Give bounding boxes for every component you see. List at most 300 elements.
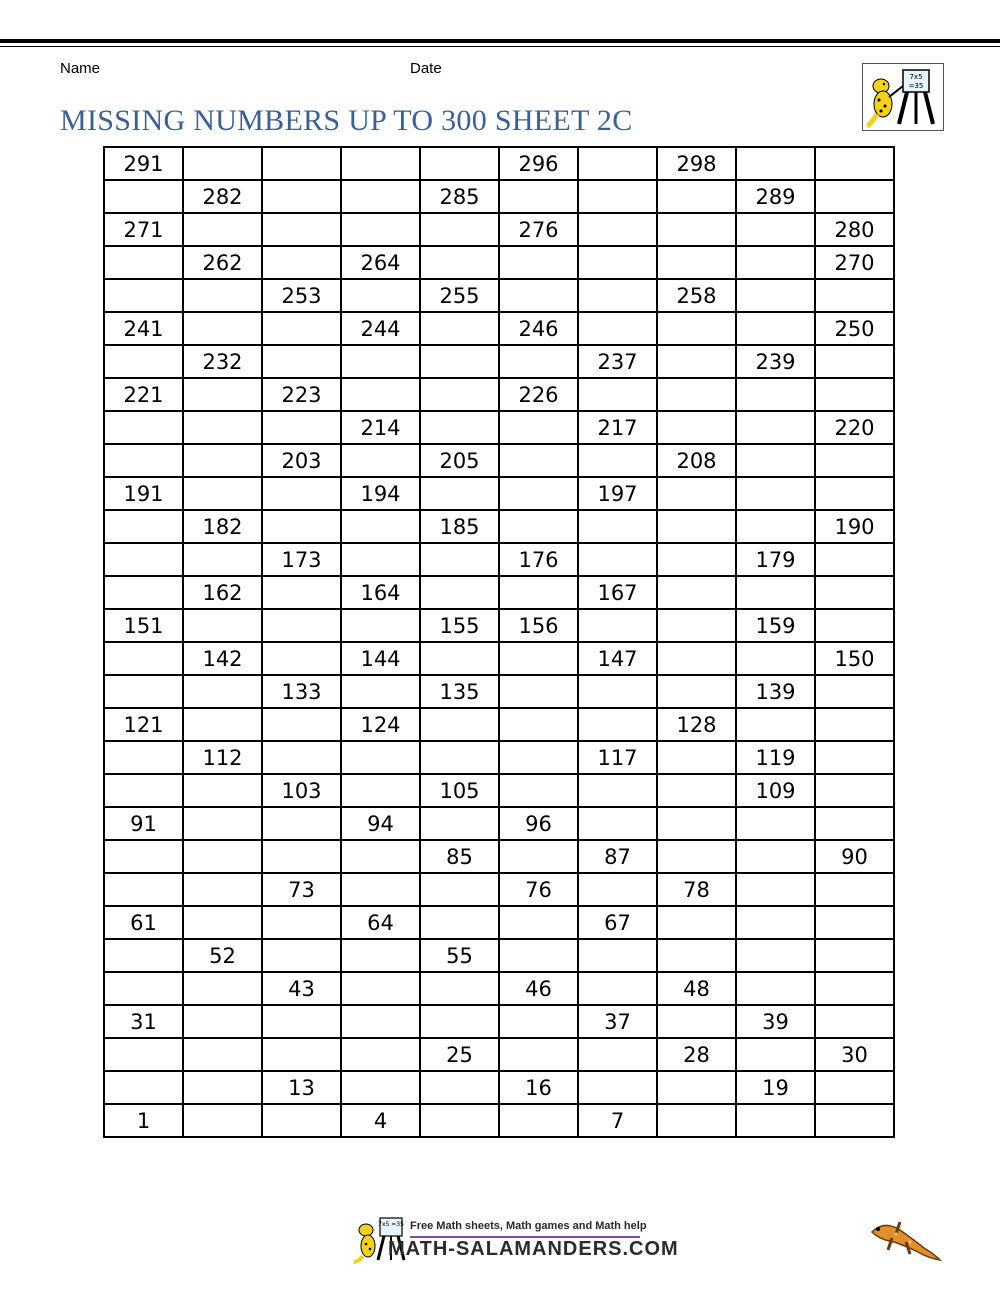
top-rule-thin (0, 46, 1000, 47)
svg-text:=35: =35 (908, 82, 924, 90)
number-cell: 156 (499, 609, 578, 642)
number-cell[interactable] (736, 1104, 815, 1137)
number-cell[interactable] (736, 246, 815, 279)
number-cell[interactable] (104, 279, 183, 312)
number-cell: 48 (657, 972, 736, 1005)
number-cell[interactable] (578, 147, 657, 180)
number-cell[interactable] (183, 213, 262, 246)
number-cell[interactable] (736, 576, 815, 609)
number-cell[interactable] (657, 213, 736, 246)
number-cell[interactable] (578, 213, 657, 246)
number-cell[interactable] (420, 708, 499, 741)
number-cell[interactable] (183, 807, 262, 840)
table-row (104, 345, 894, 378)
number-cell[interactable] (815, 1071, 894, 1104)
number-cell[interactable] (578, 609, 657, 642)
table-row (104, 378, 894, 411)
number-cell: 124 (341, 708, 420, 741)
number-cell[interactable] (657, 1005, 736, 1038)
number-cell[interactable] (341, 939, 420, 972)
number-cell[interactable] (420, 906, 499, 939)
number-cell[interactable] (420, 642, 499, 675)
number-cell[interactable] (420, 576, 499, 609)
number-cell[interactable] (499, 180, 578, 213)
number-cell[interactable] (815, 378, 894, 411)
number-cell: 94 (341, 807, 420, 840)
number-cell[interactable] (657, 180, 736, 213)
number-cell[interactable] (736, 213, 815, 246)
number-cell[interactable] (183, 1005, 262, 1038)
number-cell[interactable] (657, 576, 736, 609)
number-cell[interactable] (736, 444, 815, 477)
number-cell[interactable] (499, 510, 578, 543)
number-cell[interactable] (578, 444, 657, 477)
number-grid (103, 146, 895, 1138)
number-cell[interactable] (104, 1038, 183, 1071)
number-cell[interactable] (183, 708, 262, 741)
number-cell[interactable] (183, 312, 262, 345)
number-cell: 221 (104, 378, 183, 411)
number-cell[interactable] (499, 939, 578, 972)
number-cell[interactable] (815, 939, 894, 972)
table-row (104, 246, 894, 279)
number-cell[interactable] (657, 1104, 736, 1137)
number-cell[interactable] (262, 609, 341, 642)
number-cell[interactable] (104, 444, 183, 477)
number-cell: 117 (578, 741, 657, 774)
number-cell[interactable] (262, 246, 341, 279)
number-cell[interactable] (262, 147, 341, 180)
number-cell[interactable] (420, 213, 499, 246)
number-cell[interactable] (104, 411, 183, 444)
number-cell[interactable] (341, 147, 420, 180)
number-cell[interactable] (183, 1071, 262, 1104)
number-cell[interactable] (657, 312, 736, 345)
number-cell: 197 (578, 477, 657, 510)
number-cell: 208 (657, 444, 736, 477)
number-cell: 194 (341, 477, 420, 510)
number-cell[interactable] (657, 345, 736, 378)
number-cell[interactable] (499, 477, 578, 510)
number-cell[interactable] (183, 609, 262, 642)
number-cell: 119 (736, 741, 815, 774)
number-cell[interactable] (420, 1005, 499, 1038)
number-cell: 214 (341, 411, 420, 444)
number-cell[interactable] (420, 873, 499, 906)
table-row (104, 147, 894, 180)
number-cell[interactable] (657, 642, 736, 675)
number-cell[interactable] (736, 411, 815, 444)
number-cell[interactable] (341, 873, 420, 906)
number-cell[interactable] (578, 312, 657, 345)
number-cell[interactable] (499, 279, 578, 312)
number-cell[interactable] (499, 1104, 578, 1137)
number-cell[interactable] (499, 345, 578, 378)
number-cell[interactable] (578, 939, 657, 972)
number-cell[interactable] (262, 576, 341, 609)
number-cell[interactable] (815, 708, 894, 741)
number-cell[interactable] (815, 906, 894, 939)
number-cell: 16 (499, 1071, 578, 1104)
number-cell: 162 (183, 576, 262, 609)
number-cell[interactable] (183, 147, 262, 180)
number-cell[interactable] (657, 1071, 736, 1104)
number-cell[interactable] (104, 510, 183, 543)
number-cell[interactable] (262, 939, 341, 972)
number-cell[interactable] (578, 972, 657, 1005)
number-cell: 87 (578, 840, 657, 873)
number-cell[interactable] (341, 609, 420, 642)
number-cell[interactable] (499, 1038, 578, 1071)
number-cell[interactable] (815, 1104, 894, 1137)
number-cell[interactable] (104, 246, 183, 279)
number-cell[interactable] (578, 378, 657, 411)
date-label: Date (410, 60, 442, 77)
number-cell[interactable] (183, 1104, 262, 1137)
number-cell[interactable] (420, 741, 499, 774)
number-cell[interactable] (499, 642, 578, 675)
number-cell[interactable] (657, 675, 736, 708)
number-cell: 55 (420, 939, 499, 972)
number-cell[interactable] (657, 477, 736, 510)
number-cell[interactable] (578, 1071, 657, 1104)
number-cell: 150 (815, 642, 894, 675)
number-cell[interactable] (341, 444, 420, 477)
number-cell: 1 (104, 1104, 183, 1137)
number-cell: 262 (183, 246, 262, 279)
number-cell: 76 (499, 873, 578, 906)
number-cell[interactable] (104, 180, 183, 213)
table-row (104, 1071, 894, 1104)
number-cell[interactable] (815, 675, 894, 708)
number-cell[interactable] (420, 411, 499, 444)
table-row (104, 477, 894, 510)
logo-board-text (380, 1218, 402, 1236)
number-cell: 291 (104, 147, 183, 180)
number-cell[interactable] (657, 246, 736, 279)
number-cell: 151 (104, 609, 183, 642)
number-cell[interactable] (420, 312, 499, 345)
number-cell[interactable] (578, 873, 657, 906)
number-cell[interactable] (815, 147, 894, 180)
number-cell: 190 (815, 510, 894, 543)
number-cell[interactable] (736, 873, 815, 906)
number-cell: 109 (736, 774, 815, 807)
number-cell[interactable] (657, 543, 736, 576)
number-cell[interactable] (657, 378, 736, 411)
number-cell[interactable] (815, 972, 894, 1005)
svg-text:7x5: 7x5 (909, 73, 923, 81)
number-cell[interactable] (183, 378, 262, 411)
number-cell[interactable] (815, 741, 894, 774)
number-cell[interactable] (815, 873, 894, 906)
number-cell[interactable] (183, 675, 262, 708)
number-cell[interactable] (341, 1038, 420, 1071)
top-rule-thick (0, 39, 1000, 43)
number-cell[interactable] (341, 1005, 420, 1038)
number-cell[interactable] (736, 840, 815, 873)
page-title: MISSING NUMBERS UP TO 300 SHEET 2C (60, 104, 633, 137)
number-cell[interactable] (341, 510, 420, 543)
number-cell[interactable] (341, 972, 420, 1005)
number-cell[interactable] (104, 543, 183, 576)
number-cell[interactable] (736, 807, 815, 840)
number-cell[interactable] (104, 675, 183, 708)
table-row (104, 708, 894, 741)
number-cell[interactable] (815, 609, 894, 642)
number-cell[interactable] (262, 807, 341, 840)
number-cell[interactable] (815, 774, 894, 807)
number-cell[interactable] (183, 972, 262, 1005)
number-cell[interactable] (262, 345, 341, 378)
number-cell[interactable] (104, 1071, 183, 1104)
table-row (104, 675, 894, 708)
number-cell[interactable] (657, 609, 736, 642)
number-cell: 37 (578, 1005, 657, 1038)
svg-text:7x5 =35: 7x5 =35 (378, 1221, 404, 1228)
number-cell: 253 (262, 279, 341, 312)
number-cell[interactable] (262, 1104, 341, 1137)
number-cell: 28 (657, 1038, 736, 1071)
number-cell[interactable] (657, 807, 736, 840)
number-cell[interactable] (578, 246, 657, 279)
number-cell[interactable] (736, 378, 815, 411)
number-cell[interactable] (420, 477, 499, 510)
table-row (104, 609, 894, 642)
number-cell: 25 (420, 1038, 499, 1071)
number-cell: 244 (341, 312, 420, 345)
number-cell[interactable] (183, 774, 262, 807)
number-cell: 96 (499, 807, 578, 840)
number-cell: 182 (183, 510, 262, 543)
number-cell[interactable] (657, 510, 736, 543)
number-cell[interactable] (657, 939, 736, 972)
number-cell: 133 (262, 675, 341, 708)
number-cell[interactable] (341, 543, 420, 576)
number-cell: 217 (578, 411, 657, 444)
number-cell: 52 (183, 939, 262, 972)
number-cell[interactable] (578, 774, 657, 807)
number-cell: 61 (104, 906, 183, 939)
number-cell[interactable] (657, 411, 736, 444)
number-cell[interactable] (736, 642, 815, 675)
table-row (104, 873, 894, 906)
number-cell: 298 (657, 147, 736, 180)
table-row (104, 444, 894, 477)
number-cell[interactable] (262, 411, 341, 444)
number-cell[interactable] (499, 708, 578, 741)
number-cell[interactable] (262, 741, 341, 774)
number-cell[interactable] (341, 1071, 420, 1104)
number-cell[interactable] (104, 345, 183, 378)
number-cell[interactable] (183, 1038, 262, 1071)
number-cell[interactable] (736, 147, 815, 180)
number-cell[interactable] (104, 642, 183, 675)
number-cell[interactable] (578, 1038, 657, 1071)
number-cell: 73 (262, 873, 341, 906)
number-cell[interactable] (578, 180, 657, 213)
table-row (104, 840, 894, 873)
number-cell: 103 (262, 774, 341, 807)
number-cell[interactable] (420, 972, 499, 1005)
number-cell[interactable] (657, 906, 736, 939)
number-cell: 105 (420, 774, 499, 807)
number-cell[interactable] (341, 675, 420, 708)
number-cell: 46 (499, 972, 578, 1005)
footer-site-name: MATH-SALAMANDERS.COM (388, 1238, 679, 1260)
number-cell[interactable] (183, 906, 262, 939)
number-cell[interactable] (341, 213, 420, 246)
number-cell[interactable] (578, 279, 657, 312)
number-cell[interactable] (262, 477, 341, 510)
number-cell[interactable] (104, 873, 183, 906)
number-cell[interactable] (736, 1038, 815, 1071)
number-cell: 239 (736, 345, 815, 378)
number-cell[interactable] (183, 444, 262, 477)
number-cell: 155 (420, 609, 499, 642)
number-cell: 147 (578, 642, 657, 675)
number-cell[interactable] (262, 642, 341, 675)
table-row (104, 642, 894, 675)
number-cell[interactable] (341, 840, 420, 873)
number-cell[interactable] (420, 246, 499, 279)
number-cell[interactable] (104, 939, 183, 972)
number-cell: 78 (657, 873, 736, 906)
number-cell[interactable] (499, 576, 578, 609)
number-cell[interactable] (262, 906, 341, 939)
table-row (104, 180, 894, 213)
number-cell[interactable] (815, 1005, 894, 1038)
number-cell[interactable] (815, 180, 894, 213)
number-cell[interactable] (341, 345, 420, 378)
number-cell[interactable] (815, 345, 894, 378)
number-cell[interactable] (183, 840, 262, 873)
number-cell[interactable] (736, 477, 815, 510)
number-cell[interactable] (499, 411, 578, 444)
number-cell[interactable] (499, 906, 578, 939)
number-cell[interactable] (183, 873, 262, 906)
number-cell: 191 (104, 477, 183, 510)
number-cell[interactable] (420, 147, 499, 180)
number-cell: 255 (420, 279, 499, 312)
number-cell[interactable] (815, 477, 894, 510)
number-cell[interactable] (420, 807, 499, 840)
number-cell[interactable] (815, 444, 894, 477)
number-cell[interactable] (815, 807, 894, 840)
number-cell[interactable] (736, 708, 815, 741)
number-cell[interactable] (736, 312, 815, 345)
table-row (104, 279, 894, 312)
number-cell[interactable] (262, 213, 341, 246)
number-cell: 203 (262, 444, 341, 477)
number-cell: 176 (499, 543, 578, 576)
number-cell[interactable] (262, 312, 341, 345)
number-cell[interactable] (578, 708, 657, 741)
number-cell[interactable] (341, 180, 420, 213)
number-cell[interactable] (736, 906, 815, 939)
number-cell[interactable] (657, 840, 736, 873)
number-cell[interactable] (341, 279, 420, 312)
number-cell: 31 (104, 1005, 183, 1038)
table-row (104, 543, 894, 576)
number-cell[interactable] (420, 1104, 499, 1137)
number-cell[interactable] (183, 411, 262, 444)
number-cell: 185 (420, 510, 499, 543)
number-cell[interactable] (262, 1038, 341, 1071)
number-cell[interactable] (578, 807, 657, 840)
table-row (104, 906, 894, 939)
number-cell[interactable] (262, 510, 341, 543)
number-cell[interactable] (104, 972, 183, 1005)
number-cell[interactable] (104, 840, 183, 873)
number-cell[interactable] (736, 279, 815, 312)
salamander-teacher-logo-icon (862, 63, 944, 131)
number-cell: 264 (341, 246, 420, 279)
number-cell[interactable] (657, 774, 736, 807)
number-cell[interactable] (183, 543, 262, 576)
number-cell[interactable] (420, 543, 499, 576)
number-cell[interactable] (499, 444, 578, 477)
number-cell[interactable] (104, 576, 183, 609)
number-cell[interactable] (341, 774, 420, 807)
number-cell[interactable] (183, 279, 262, 312)
number-cell[interactable] (104, 774, 183, 807)
number-cell[interactable] (499, 840, 578, 873)
number-cell: 112 (183, 741, 262, 774)
number-cell: 232 (183, 345, 262, 378)
number-cell[interactable] (262, 708, 341, 741)
number-cell[interactable] (499, 774, 578, 807)
number-cell[interactable] (262, 180, 341, 213)
number-cell: 13 (262, 1071, 341, 1104)
number-cell[interactable] (420, 345, 499, 378)
number-cell[interactable] (736, 510, 815, 543)
number-cell[interactable] (420, 378, 499, 411)
number-cell: 205 (420, 444, 499, 477)
number-cell[interactable] (499, 741, 578, 774)
number-cell[interactable] (420, 1071, 499, 1104)
table-row (104, 972, 894, 1005)
number-cell[interactable] (499, 675, 578, 708)
number-cell[interactable] (815, 279, 894, 312)
number-cell[interactable] (657, 741, 736, 774)
number-cell: 121 (104, 708, 183, 741)
number-cell[interactable] (815, 543, 894, 576)
number-cell[interactable] (104, 741, 183, 774)
table-row (104, 1005, 894, 1038)
number-cell: 159 (736, 609, 815, 642)
number-cell: 135 (420, 675, 499, 708)
number-cell[interactable] (262, 1005, 341, 1038)
number-cell: 7 (578, 1104, 657, 1137)
number-cell[interactable] (578, 675, 657, 708)
number-cell[interactable] (736, 939, 815, 972)
number-cell[interactable] (736, 972, 815, 1005)
number-cell: 179 (736, 543, 815, 576)
number-cell[interactable] (341, 741, 420, 774)
number-cell[interactable] (499, 1005, 578, 1038)
number-cell[interactable] (578, 543, 657, 576)
number-cell[interactable] (341, 378, 420, 411)
number-cell[interactable] (578, 510, 657, 543)
number-cell[interactable] (815, 576, 894, 609)
number-cell: 30 (815, 1038, 894, 1071)
number-cell[interactable] (499, 246, 578, 279)
number-cell: 220 (815, 411, 894, 444)
number-cell[interactable] (262, 840, 341, 873)
table-row (104, 1038, 894, 1071)
number-cell[interactable] (183, 477, 262, 510)
